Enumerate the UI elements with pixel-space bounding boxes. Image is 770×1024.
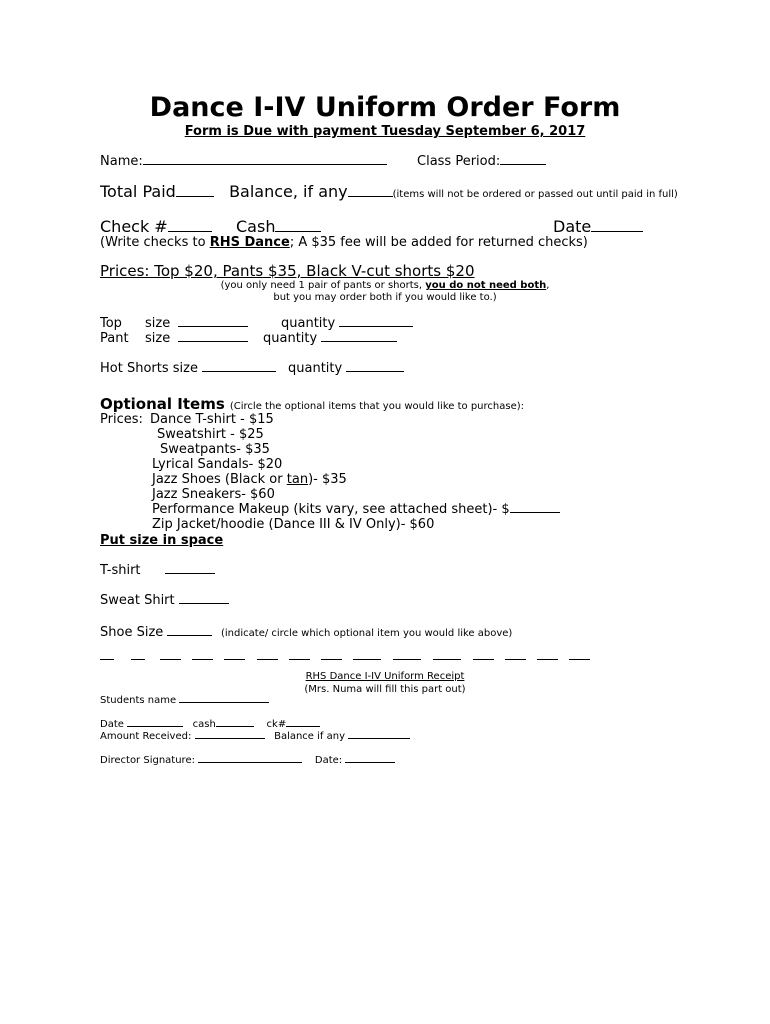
- cut-dash: [289, 658, 310, 660]
- total-paid-label: Total Paid: [100, 182, 176, 201]
- amount-received-field[interactable]: [195, 738, 265, 739]
- name-label: Name:: [100, 154, 143, 169]
- director-date-field[interactable]: [345, 762, 395, 763]
- students-name-label: Students name: [100, 695, 177, 706]
- name-field[interactable]: [143, 164, 387, 165]
- pant-label: Pant: [100, 331, 129, 346]
- optional-items-note: (Circle the optional items that you would like to purchase):: [229, 401, 524, 412]
- checks-payee: RHS Dance: [209, 235, 290, 250]
- prices-note-line2: but you may order both if you would like to.): [273, 292, 497, 303]
- cash-label: Cash: [236, 217, 276, 236]
- optional-items-heading: Optional Items: [100, 395, 225, 413]
- receipt-subtitle: (Mrs. Numa will fill this part out): [304, 684, 466, 695]
- date-row: [553, 217, 643, 236]
- optional-item-jazz-sneakers[interactable]: Jazz Sneakers- $60: [152, 487, 275, 502]
- hot-shorts-size-field[interactable]: [202, 371, 276, 372]
- receipt-cash-field[interactable]: [216, 726, 254, 727]
- director-signature-row: [100, 755, 395, 766]
- receipt-date-row: [100, 719, 320, 730]
- shoe-size-field[interactable]: [167, 635, 212, 636]
- optional-item-sweatpants[interactable]: Sweatpants- $35: [160, 442, 270, 457]
- jazz-shoes-suffix: )- $35: [308, 472, 347, 487]
- cut-dash: [473, 658, 494, 660]
- checks-note-suffix: ; A $35 fee will be added for returned checks): [289, 235, 588, 250]
- makeup-text: Performance Makeup (kits vary, see attached sheet)- $: [152, 502, 510, 517]
- optional-item-lyrical-sandals[interactable]: Lyrical Sandals- $20: [152, 457, 283, 472]
- receipt-date-label: Date: [100, 719, 124, 730]
- pant-quantity-field[interactable]: [321, 341, 397, 342]
- receipt-balance-label: Balance if any: [274, 731, 346, 742]
- cut-dash: [505, 658, 526, 660]
- optional-item-tshirt[interactable]: Dance T-shirt - $15: [150, 412, 274, 427]
- students-name-row: [100, 695, 269, 706]
- cut-dash: [224, 658, 245, 660]
- top-quantity-field[interactable]: [339, 326, 413, 327]
- top-label: Top: [100, 316, 122, 331]
- top-quantity-row: [281, 316, 413, 331]
- class-period-label: Class Period:: [417, 154, 501, 169]
- director-date-label: Date:: [314, 755, 343, 766]
- check-label: Check #: [100, 217, 168, 236]
- receipt-cash-label: cash: [192, 719, 216, 730]
- total-paid-row: [100, 182, 678, 201]
- optional-item-jazz-shoes[interactable]: [152, 472, 347, 487]
- put-size-heading: Put size in space: [100, 533, 224, 548]
- optional-prices-label: Prices:: [100, 412, 143, 427]
- date-field[interactable]: [591, 231, 643, 232]
- shoe-size-row: [100, 625, 212, 640]
- cut-dash: [353, 658, 381, 660]
- prices-note-prefix: (you only need 1 pair of pants or shorts,: [220, 280, 426, 291]
- class-period-row: [417, 154, 546, 169]
- hot-shorts-quantity-field[interactable]: [346, 371, 404, 372]
- balance-label: Balance, if any: [229, 182, 348, 201]
- hot-shorts-label: Hot Shorts size: [100, 361, 198, 376]
- total-paid-field[interactable]: [176, 196, 214, 197]
- prices-note-suffix: ,: [546, 280, 550, 291]
- receipt-date-field[interactable]: [127, 726, 183, 727]
- cut-dash: [257, 658, 278, 660]
- cut-dash: [160, 658, 181, 660]
- cut-dash: [321, 658, 342, 660]
- tshirt-size-field[interactable]: [165, 573, 215, 574]
- cut-dash: [433, 658, 461, 660]
- cut-dash: [393, 658, 421, 660]
- amount-received-row: [100, 731, 410, 742]
- checks-note-prefix: (Write checks to: [100, 235, 210, 250]
- name-row: [100, 154, 387, 169]
- sweatshirt-size-row: [100, 593, 229, 608]
- pant-size-row: [145, 331, 248, 346]
- receipt-title: RHS Dance I-IV Uniform Receipt: [305, 671, 465, 682]
- amount-received-label: Amount Received:: [100, 731, 192, 742]
- optional-item-zip-jacket[interactable]: Zip Jacket/hoodie (Dance III & IV Only)- $60: [152, 517, 435, 532]
- director-signature-field[interactable]: [198, 762, 302, 763]
- form-title: Dance I-IV Uniform Order Form: [149, 92, 621, 123]
- optional-items-heading-row: [100, 394, 524, 413]
- balance-note: (items will not be ordered or passed out until paid in full): [392, 189, 678, 200]
- prices-note-line1: [0, 280, 770, 291]
- pant-quantity-row: [263, 331, 397, 346]
- sweatshirt-size-field[interactable]: [179, 603, 229, 604]
- pant-quantity-label: quantity: [263, 331, 318, 346]
- pant-size-label: size: [145, 331, 171, 346]
- hot-shorts-row: [100, 361, 276, 376]
- sweatshirt-size-label: Sweat Shirt: [100, 593, 175, 608]
- top-size-field[interactable]: [178, 326, 248, 327]
- tshirt-size-label: T-shirt: [100, 563, 141, 578]
- receipt-balance-field[interactable]: [348, 738, 410, 739]
- checks-note: [100, 235, 588, 250]
- cut-dash: [192, 658, 213, 660]
- cut-dash: [569, 658, 590, 660]
- makeup-price-field[interactable]: [510, 512, 560, 513]
- class-period-field[interactable]: [500, 164, 546, 165]
- optional-item-makeup[interactable]: [152, 502, 560, 517]
- date-label: Date: [553, 217, 592, 236]
- cut-dash: [537, 658, 558, 660]
- top-size-row: [145, 316, 248, 331]
- top-quantity-label: quantity: [281, 316, 336, 331]
- check-row: [100, 217, 212, 236]
- students-name-field[interactable]: [179, 702, 269, 703]
- top-size-label: size: [145, 316, 171, 331]
- tshirt-size-row: [100, 563, 215, 578]
- receipt-ck-label: ck#: [266, 719, 287, 730]
- hot-shorts-quantity-row: [288, 361, 404, 376]
- prices-heading: Prices: Top $20, Pants $35, Black V-cut shorts $20: [100, 262, 475, 280]
- shoe-size-label: Shoe Size: [100, 625, 164, 640]
- pant-size-field[interactable]: [178, 341, 248, 342]
- jazz-shoes-text: Jazz Shoes (Black or: [152, 472, 287, 487]
- director-signature-label: Director Signature:: [100, 755, 195, 766]
- receipt-ck-field[interactable]: [286, 726, 320, 727]
- optional-item-sweatshirt[interactable]: Sweatshirt - $25: [157, 427, 264, 442]
- check-number-field[interactable]: [168, 231, 212, 232]
- cash-row: [236, 217, 321, 236]
- jazz-shoes-tan: tan: [286, 472, 309, 487]
- shoe-size-note: (indicate/ circle which optional item you would like above): [221, 628, 513, 639]
- hot-shorts-quantity-label: quantity: [288, 361, 343, 376]
- cut-dash: [100, 658, 114, 660]
- cut-dash: [131, 658, 145, 660]
- balance-field[interactable]: [348, 196, 393, 197]
- prices-note-emphasis: you do not need both: [425, 280, 547, 291]
- cash-field[interactable]: [275, 231, 321, 232]
- due-date-subtitle: Form is Due with payment Tuesday September 6, 2017: [184, 124, 586, 139]
